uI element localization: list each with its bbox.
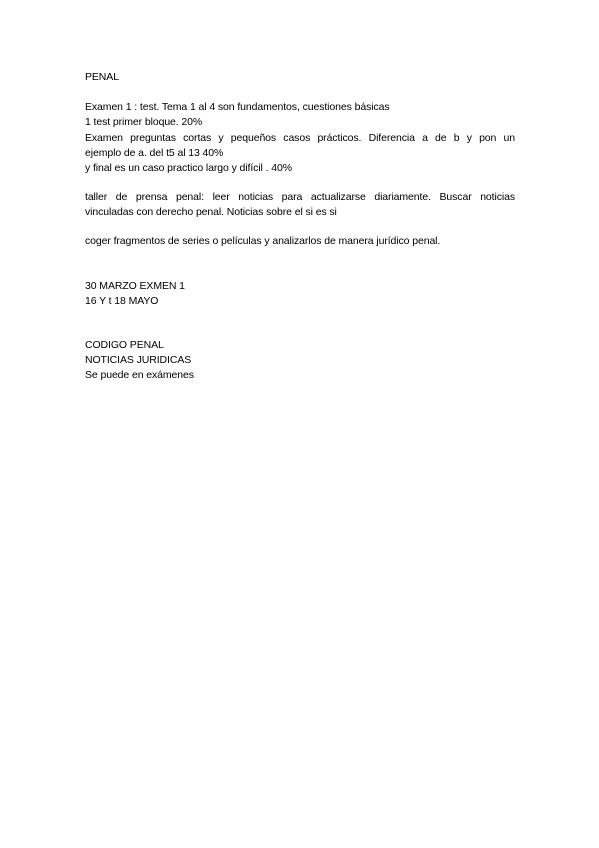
exam-line-5: y final es un caso practico largo y difícil . 40% (85, 162, 292, 174)
taller-line-2: vinculadas con derecho penal. Noticias sobre el si es si (85, 206, 337, 218)
document-heading: PENAL (85, 71, 119, 83)
exam-line-3: Examen preguntas cortas y pequeños casos prácticos. Diferencia a de b y pon un (85, 132, 515, 144)
taller-line-1: taller de prensa penal: leer noticias para actualizarse diariamente. Buscar noticias (85, 191, 515, 203)
materials-line-1: CODIGO PENAL (85, 339, 164, 351)
exam-line-4: ejemplo de a. del t5 al 13 40% (85, 147, 224, 159)
series-line: coger fragmentos de series o películas y analizarlos de manera jurídico penal. (85, 235, 441, 247)
exam-line-2: 1 test primer bloque. 20% (85, 116, 203, 128)
materials-line-2: NOTICIAS JURIDICAS (85, 354, 192, 366)
date-line-1: 30 MARZO EXMEN 1 (85, 280, 185, 292)
exam-line-1: Examen 1 : test. Tema 1 al 4 son fundamentos, cuestiones básicas (85, 101, 390, 113)
materials-line-3: Se puede en exámenes (85, 369, 194, 381)
date-line-2: 16 Y t 18 MAYO (85, 295, 159, 307)
